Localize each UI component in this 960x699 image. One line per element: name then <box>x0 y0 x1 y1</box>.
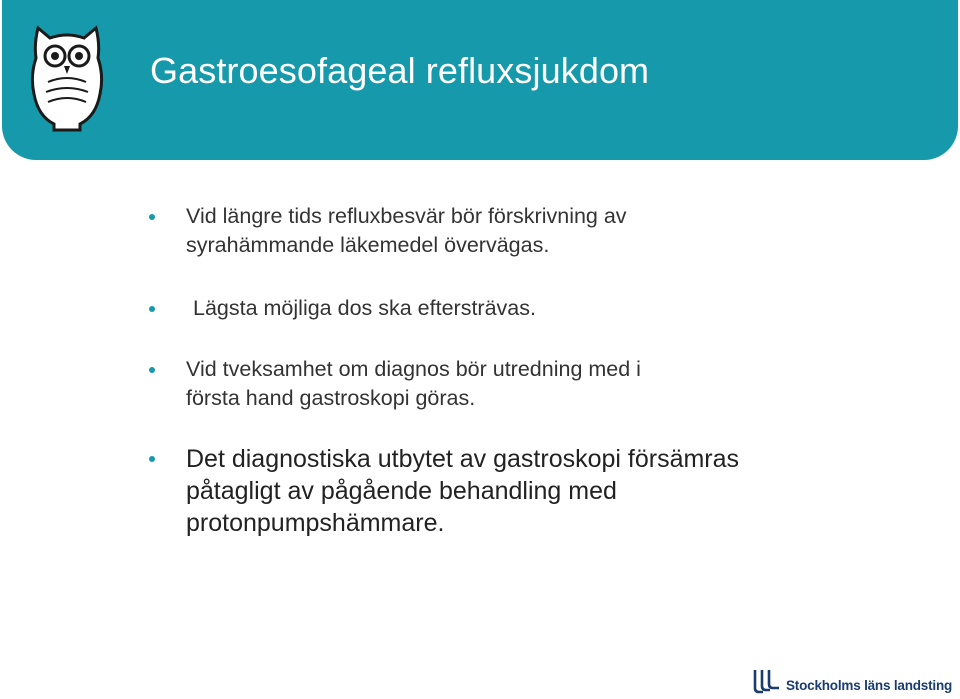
footer-logo <box>752 668 952 694</box>
bullet-text: Vid längre tids refluxbesvär bör förskrivning av syrahämmande läkemedel övervägas. <box>186 204 627 257</box>
bullet-icon <box>149 456 155 462</box>
page-title: Gastroesofageal refluxsjukdom <box>150 50 650 91</box>
bullet-text: Vid tveksamhet om diagnos bör utredning med i första hand gastroskopi göras. <box>186 357 641 410</box>
bullet-icon <box>149 214 155 220</box>
bullet-icon <box>149 367 155 373</box>
bullet-icon <box>149 306 155 312</box>
logo-text: Stockholms läns landsting <box>786 678 953 693</box>
sll-crown-icon <box>752 668 782 694</box>
bullet-text: Lägsta möjliga dos ska eftersträvas. <box>193 296 536 320</box>
bullet-text: Det diagnostiska utbytet av gastroskopi försämras påtagligt av pågående behandling med protonpumpshämmare. <box>186 445 740 537</box>
